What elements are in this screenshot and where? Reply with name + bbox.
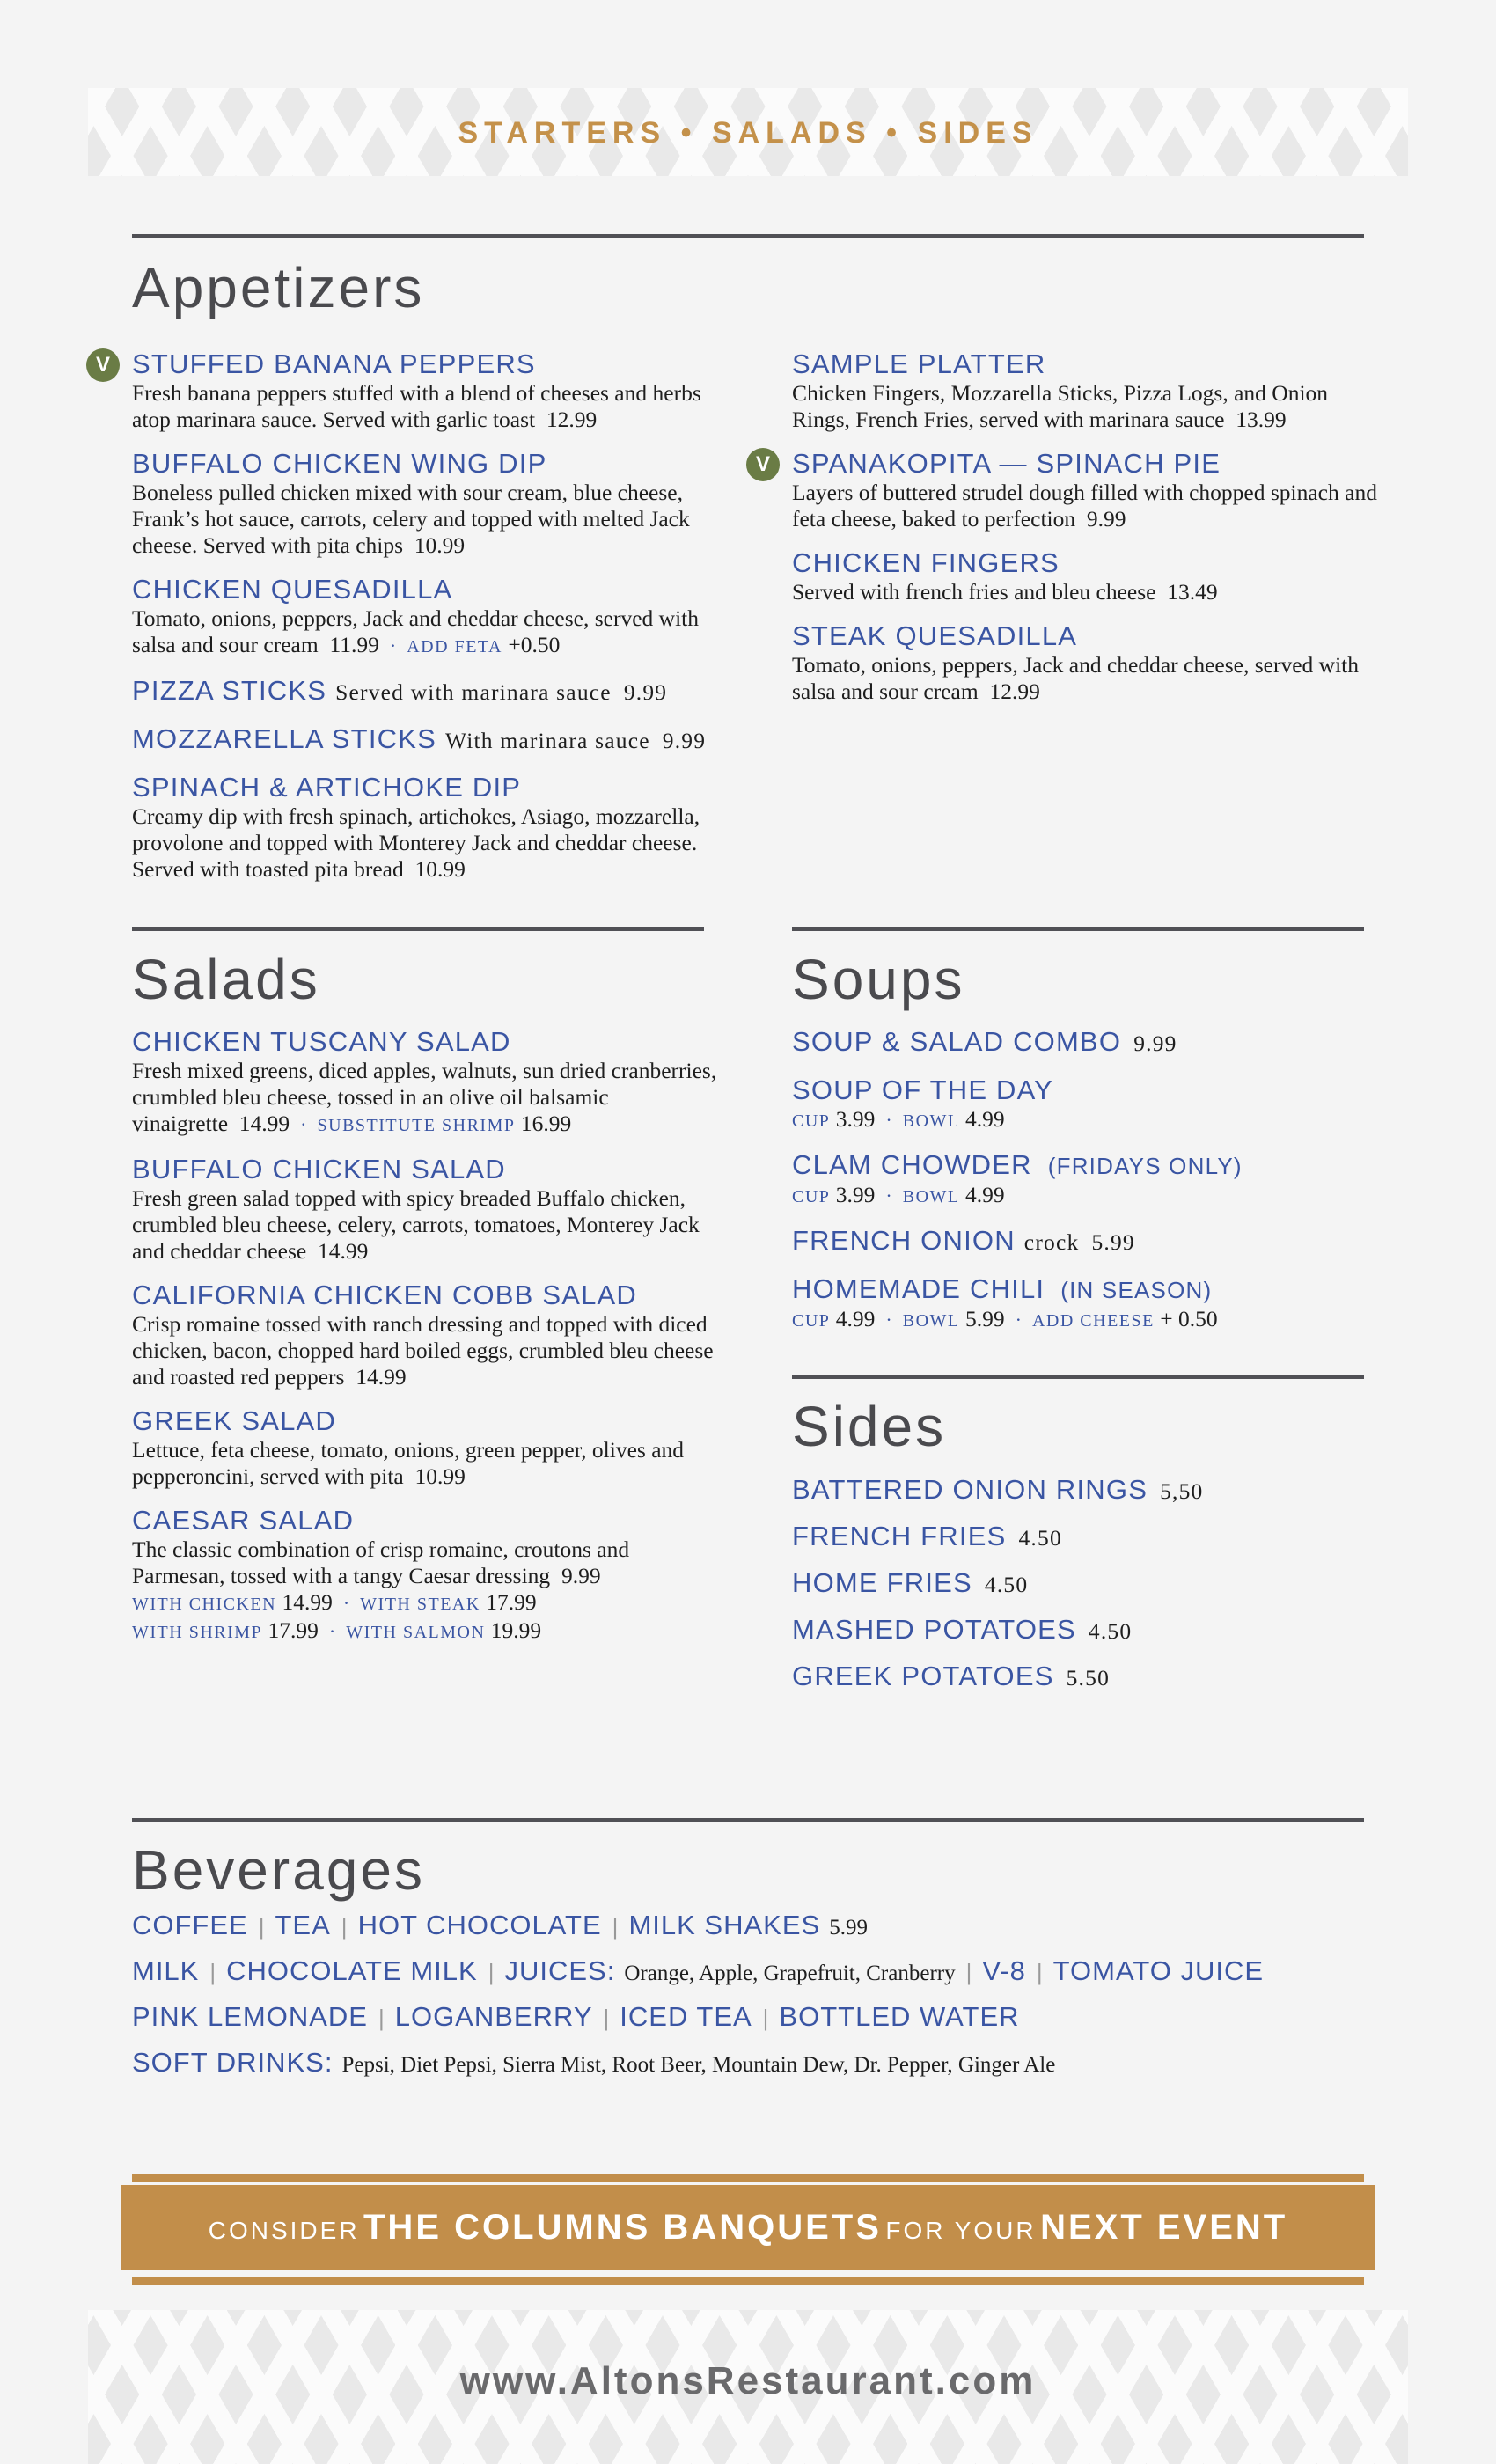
separator-dot: · <box>885 1184 892 1206</box>
separator: | <box>209 1959 216 1985</box>
item-price: 10.99 <box>414 532 466 558</box>
item-description-text: Lettuce, feta cheese, tomato, onions, green pepper, olives and pepperoncini, served with pita <box>132 1437 685 1489</box>
beverage-line <box>132 2040 1408 2086</box>
item-price: 14.99 <box>317 1238 369 1264</box>
separator: | <box>1036 1959 1043 1985</box>
soups-column <box>792 1026 1390 1349</box>
item-name-text: STUFFED BANANA PEPPERS <box>132 348 536 379</box>
option-price: +0.50 <box>508 632 561 657</box>
item-price: 4.50 <box>984 1572 1029 1597</box>
menu-item <box>792 547 1382 605</box>
item-description <box>132 1437 717 1490</box>
option-price: 4.99 <box>965 1106 1005 1132</box>
item-description-text: Crisp romaine tossed with ranch dressing and topped with diced chicken, bacon, chopped hard boiled eggs, crumbled bleu cheese and roasted red peppers <box>132 1311 714 1390</box>
option-price: 17.99 <box>486 1589 537 1615</box>
item-description-text: The classic combination of crisp romaine, croutons and Parmesan, tossed with a tangy Caesar dressing <box>132 1536 630 1588</box>
item-name <box>132 1280 717 1311</box>
item-description: With marinara sauce <box>444 728 650 753</box>
item-description-text: Chicken Fingers, Mozzarella Sticks, Pizza Logs, and Onion Rings, French Fries, served with marinara sauce <box>792 380 1329 432</box>
separator-dot: · <box>342 1592 350 1614</box>
item-price: 4.50 <box>1088 1618 1133 1644</box>
item-name <box>792 348 1382 380</box>
item-description <box>132 380 717 433</box>
item-description-text: Served with french fries and bleu cheese <box>792 579 1156 605</box>
banner-text: FOR YOUR <box>885 2217 1037 2244</box>
beverage-line <box>132 1994 1408 2040</box>
item-description <box>132 1058 717 1139</box>
soups-heading: Soups <box>792 948 965 1011</box>
separator: | <box>258 1913 265 1940</box>
menu-item <box>132 1026 717 1139</box>
salads-column <box>132 1026 717 1661</box>
item-name-text: FRENCH FRIES <box>792 1521 1007 1551</box>
item-name <box>792 1567 1390 1601</box>
beverage-item: ICED TEA <box>620 2001 752 2032</box>
item-name <box>132 675 717 708</box>
item-price: 9.99 <box>1133 1030 1177 1056</box>
item-name <box>792 1074 1390 1106</box>
banner-rule-top <box>132 2174 1364 2182</box>
separator: | <box>762 2005 769 2031</box>
menu-item <box>792 1074 1390 1134</box>
item-name <box>792 448 1382 480</box>
item-price: 14.99 <box>356 1364 407 1390</box>
menu-item <box>792 1149 1390 1210</box>
item-name <box>792 620 1382 652</box>
menu-item <box>132 772 717 883</box>
item-note: (IN SEASON) <box>1060 1277 1213 1303</box>
banner-text: THE COLUMNS BANQUETS <box>363 2208 882 2247</box>
beverage-item: COFFEE <box>132 1910 248 1940</box>
option-label: ADD CHEESE <box>1031 1311 1155 1331</box>
option-price: 16.99 <box>520 1111 572 1136</box>
beverage-item: HOT CHOCOLATE <box>357 1910 602 1940</box>
item-price: 9.99 <box>662 728 707 753</box>
menu-item <box>132 574 717 660</box>
beverages-list <box>132 1903 1408 2086</box>
website-link[interactable]: www.AltonsRestaurant.com <box>459 2359 1037 2402</box>
item-name-text: CAESAR SALAD <box>132 1505 355 1536</box>
item-name-text: STEAK QUESADILLA <box>792 620 1078 651</box>
item-price: 12.99 <box>546 407 598 432</box>
item-name <box>792 1521 1390 1554</box>
item-description <box>792 579 1382 605</box>
item-name-text: BUFFALO CHICKEN WING DIP <box>132 448 547 479</box>
item-name-text: GREEK SALAD <box>132 1405 337 1436</box>
item-price: 5,50 <box>1160 1478 1204 1504</box>
option-label: CUP <box>792 1187 831 1206</box>
item-name-text: SOUP & SALAD COMBO <box>792 1026 1122 1057</box>
item-name <box>132 1026 717 1058</box>
item-name <box>132 574 717 605</box>
item-name-text: SPANAKOPITA — SPINACH PIE <box>792 448 1221 479</box>
item-description: Served with marinara sauce <box>335 679 612 705</box>
menu-item <box>132 675 717 708</box>
option-price: 3.99 <box>835 1182 876 1207</box>
option-label: BOWL <box>902 1311 960 1331</box>
item-description-text: Boneless pulled chicken mixed with sour cream, blue cheese, Frank’s hot sauce, carrots, celery and topped with melted Jack cheese. Served with pita chips <box>132 480 690 558</box>
divider <box>132 1818 1364 1822</box>
menu-item <box>132 1280 717 1390</box>
option-price: 5.99 <box>965 1306 1005 1331</box>
item-name-text: SAMPLE PLATTER <box>792 348 1046 379</box>
separator-dot: · <box>300 1113 307 1135</box>
beverage-item: CHOCOLATE MILK <box>226 1955 478 1986</box>
item-description-text: Creamy dip with fresh spinach, artichokes, Asiago, mozzarella, provolone and topped with Monterey Jack and cheddar cheese. Served with toasted pita bread <box>132 803 700 882</box>
menu-item <box>132 723 717 757</box>
item-price: 14.99 <box>238 1111 290 1136</box>
item-options <box>792 1106 1390 1134</box>
item-name-text: HOMEMADE CHILI <box>792 1273 1045 1304</box>
menu-item <box>132 448 717 559</box>
menu-item <box>132 1505 717 1646</box>
beverage-item: LOGANBERRY <box>394 2001 593 2032</box>
separator: | <box>965 1959 972 1985</box>
separator: | <box>612 1913 619 1940</box>
item-name-text: SOUP OF THE DAY <box>792 1074 1054 1105</box>
option-label: WITH SALMON <box>346 1623 486 1642</box>
appetizers-left-column <box>95 348 717 898</box>
item-name <box>132 1505 717 1536</box>
option-price: 4.99 <box>835 1306 876 1331</box>
item-price: 12.99 <box>989 678 1040 704</box>
sides-column <box>792 1474 1390 1707</box>
beverage-detail: Orange, Apple, Grapefruit, Cranberry <box>624 1962 956 1985</box>
menu-item <box>755 448 1382 532</box>
item-name-text: HOME FRIES <box>792 1567 972 1598</box>
item-name <box>792 547 1382 579</box>
item-name <box>132 448 717 480</box>
menu-item <box>132 1405 717 1490</box>
footer-pattern-band <box>88 2310 1408 2464</box>
option-label: SUBSTITUTE SHRIMP <box>317 1116 516 1135</box>
beverage-item: SOFT DRINKS: <box>132 2047 334 2078</box>
item-price: 11.99 <box>329 632 379 657</box>
item-name-text: MOZZARELLA STICKS <box>132 723 436 754</box>
menu-item <box>792 348 1382 433</box>
salads-heading: Salads <box>132 948 320 1011</box>
option-label: ADD FETA <box>407 637 502 656</box>
sides-heading: Sides <box>792 1395 947 1458</box>
item-description-text: Tomato, onions, peppers, Jack and cheddar cheese, served with salsa and sour cream <box>792 652 1359 704</box>
item-options <box>132 1589 717 1617</box>
item-note: (FRIDAYS ONLY) <box>1047 1153 1243 1179</box>
menu-item <box>792 1521 1390 1554</box>
option-label: BOWL <box>902 1187 960 1206</box>
item-name <box>792 1026 1390 1060</box>
item-description-text: Fresh green salad topped with spicy breaded Buffalo chicken, crumbled bleu cheese, celery, carrots, tomatoes, Monterey Jack and cheddar cheese <box>132 1185 700 1264</box>
item-name-text: CHICKEN FINGERS <box>792 547 1060 578</box>
item-name-text: CHICKEN TUSCANY SALAD <box>132 1026 511 1057</box>
item-description: crock <box>1023 1229 1080 1255</box>
separator: | <box>378 2005 385 2031</box>
menu-item <box>792 1661 1390 1694</box>
separator-dot: · <box>885 1109 892 1131</box>
item-description-text: Fresh banana peppers stuffed with a blend of cheeses and herbs atop marinara sauce. Served with garlic toast <box>132 380 701 432</box>
item-name-text: PIZZA STICKS <box>132 675 327 706</box>
item-price: 9.99 <box>1086 506 1126 532</box>
beverage-item: V-8 <box>982 1955 1026 1986</box>
item-name-text: CALIFORNIA CHICKEN COBB SALAD <box>132 1280 637 1310</box>
divider <box>132 927 704 931</box>
item-price: 13.49 <box>1167 579 1218 605</box>
item-description <box>132 1311 717 1390</box>
menu-item <box>792 1273 1390 1334</box>
item-description-text: Fresh mixed greens, diced apples, walnuts, sun dried cranberries, crumbled bleu cheese, tossed in an olive oil balsamic vinaigrette <box>132 1058 717 1136</box>
option-price: 4.99 <box>965 1182 1005 1207</box>
item-price: 10.99 <box>414 856 466 882</box>
option-price: 3.99 <box>835 1106 876 1132</box>
option-label: BOWL <box>902 1111 960 1131</box>
beverage-item: JUICES: <box>504 1955 616 1986</box>
banner-text: CONSIDER <box>208 2217 360 2244</box>
header-pattern-band <box>88 88 1408 176</box>
menu-item <box>792 620 1382 705</box>
beverage-item: TEA <box>275 1910 331 1940</box>
item-name-text: CLAM CHOWDER <box>792 1149 1032 1180</box>
item-name <box>792 1661 1390 1694</box>
beverages-heading: Beverages <box>132 1838 425 1902</box>
item-price: 5.99 <box>1091 1229 1135 1255</box>
item-description <box>792 380 1382 433</box>
item-options <box>792 1306 1390 1334</box>
separator-dot: · <box>1015 1309 1022 1331</box>
item-name-text: CHICKEN QUESADILLA <box>132 574 453 605</box>
item-name <box>792 1474 1390 1507</box>
separator-dot: · <box>328 1620 336 1642</box>
item-name-text: GREEK POTATOES <box>792 1661 1054 1691</box>
item-name <box>132 772 717 803</box>
separator: | <box>603 2005 610 2031</box>
beverage-line <box>132 1948 1408 1994</box>
menu-item <box>792 1026 1390 1060</box>
item-price: 4.50 <box>1018 1525 1062 1551</box>
item-name-text: SPINACH & ARTICHOKE DIP <box>132 772 522 803</box>
item-name <box>132 1154 717 1185</box>
option-label: WITH CHICKEN <box>132 1595 277 1614</box>
item-name <box>132 1405 717 1437</box>
menu-section-title: STARTERS • SALADS • SIDES <box>458 116 1038 150</box>
item-options <box>792 1182 1390 1210</box>
item-name-text: BUFFALO CHICKEN SALAD <box>132 1154 506 1184</box>
option-label: CUP <box>792 1311 831 1331</box>
item-name <box>792 1273 1390 1306</box>
beverage-item: MILK SHAKES <box>628 1910 821 1940</box>
appetizers-heading: Appetizers <box>132 256 425 319</box>
menu-item <box>792 1474 1390 1507</box>
beverage-item: TOMATO JUICE <box>1052 1955 1265 1986</box>
banner-rule-bottom <box>132 2277 1364 2285</box>
option-label: CUP <box>792 1111 831 1131</box>
item-name-text: BATTERED ONION RINGS <box>792 1474 1148 1505</box>
beverage-line <box>132 1903 1408 1948</box>
vegetarian-icon: V <box>746 448 780 481</box>
menu-item <box>132 1154 717 1265</box>
beverage-item: BOTTLED WATER <box>779 2001 1020 2032</box>
item-name-text: MASHED POTATOES <box>792 1614 1076 1645</box>
option-price: 17.99 <box>268 1617 319 1643</box>
item-description <box>132 803 717 883</box>
menu-item <box>792 1567 1390 1601</box>
item-name <box>792 1149 1390 1182</box>
item-price: 5.50 <box>1066 1665 1111 1690</box>
option-price: + 0.50 <box>1160 1306 1218 1331</box>
option-price: 19.99 <box>490 1617 542 1643</box>
item-description <box>792 652 1382 705</box>
item-description-text: Tomato, onions, peppers, Jack and cheddar cheese, served with salsa and sour cream <box>132 605 699 657</box>
item-description <box>132 1185 717 1265</box>
menu-item <box>792 1614 1390 1647</box>
item-name <box>792 1225 1390 1258</box>
item-name-text: FRENCH ONION <box>792 1225 1016 1256</box>
item-price: 10.99 <box>414 1463 466 1489</box>
separator: | <box>488 1959 495 1985</box>
beverage-item: PINK LEMONADE <box>132 2001 368 2032</box>
separator: | <box>341 1913 348 1940</box>
option-label: WITH STEAK <box>360 1595 480 1614</box>
separator-dot: · <box>885 1309 892 1331</box>
appetizers-right-column <box>755 348 1382 720</box>
beverage-item: MILK <box>132 1955 200 1986</box>
divider <box>132 234 1364 238</box>
item-description <box>132 480 717 559</box>
item-description <box>792 480 1382 532</box>
item-description-text: Layers of buttered strudel dough filled with chopped spinach and feta cheese, baked to perfection <box>792 480 1377 532</box>
option-label: WITH SHRIMP <box>132 1623 263 1642</box>
item-description <box>132 1536 717 1589</box>
item-price: 9.99 <box>623 679 668 705</box>
menu-item <box>792 1225 1390 1258</box>
item-options <box>132 1617 717 1646</box>
separator-dot: · <box>389 634 397 656</box>
item-description <box>132 605 717 660</box>
item-price: 13.99 <box>1236 407 1287 432</box>
menu-item <box>95 348 717 433</box>
item-name <box>132 723 717 757</box>
divider <box>792 1375 1364 1379</box>
item-name <box>792 1614 1390 1647</box>
banner-text: NEXT EVENT <box>1040 2208 1288 2247</box>
beverage-detail: Pepsi, Diet Pepsi, Sierra Mist, Root Beer, Mountain Dew, Dr. Pepper, Ginger Ale <box>341 2053 1056 2077</box>
banquets-banner <box>121 2185 1375 2270</box>
divider <box>792 927 1364 931</box>
vegetarian-icon: V <box>86 348 120 382</box>
option-price: 14.99 <box>282 1589 333 1615</box>
item-name <box>132 348 717 380</box>
item-price: 9.99 <box>561 1563 601 1588</box>
beverage-detail: 5.99 <box>829 1916 868 1940</box>
